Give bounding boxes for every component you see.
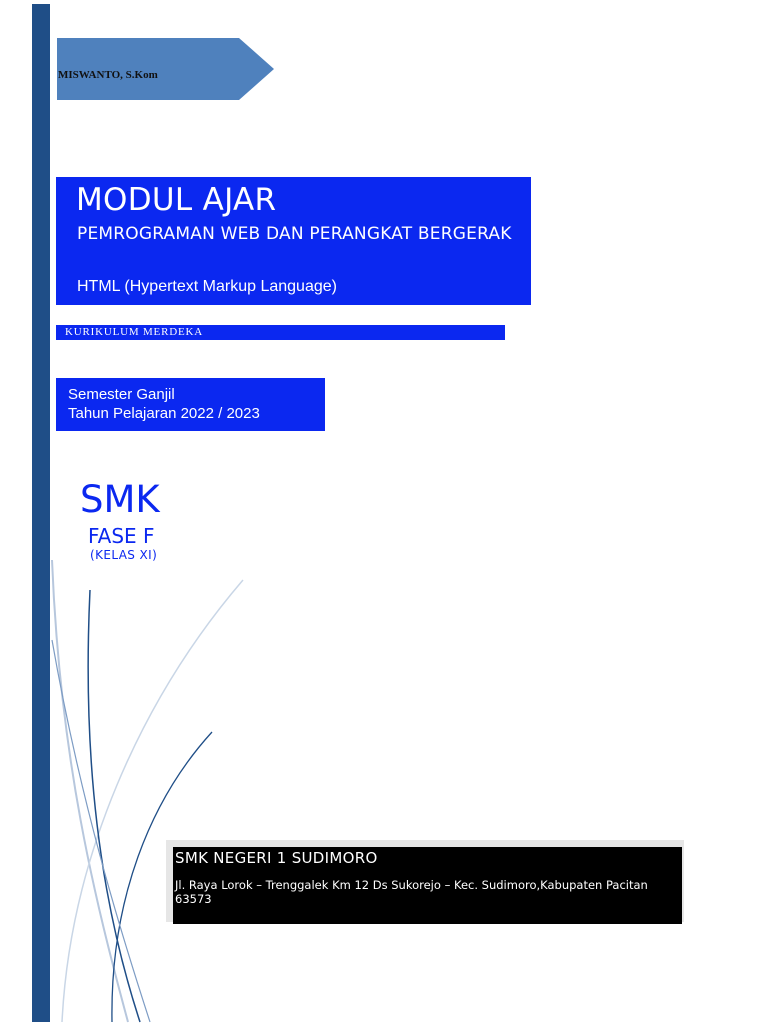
semester-label: Semester Ganjil [68, 386, 175, 403]
school-info-box [173, 847, 682, 924]
curve-dark-1 [88, 590, 140, 1022]
module-title: MODUL AJAR [76, 182, 277, 218]
phase-label: FASE F [88, 524, 155, 548]
school-name: SMK NEGERI 1 SUDIMORO [175, 849, 378, 867]
curve-light-2 [62, 580, 243, 1022]
academic-year-label: Tahun Pelajaran 2022 / 2023 [68, 405, 260, 422]
author-banner [57, 38, 274, 100]
school-address: Jl. Raya Lorok – Trenggalek Km 12 Ds Sukorejo – Kec. Sudimoro,Kabupaten Pacitan 63573 [175, 878, 648, 906]
grade-label: (KELAS XI) [90, 548, 158, 562]
topic-name: HTML (Hypertext Markup Language) [77, 278, 337, 295]
subject-name: PEMROGRAMAN WEB DAN PERANGKAT BERGERAK [77, 224, 512, 244]
curriculum-bar [56, 325, 505, 340]
curve-light-1 [52, 560, 128, 1022]
curriculum-label: KURIKULUM MERDEKA [65, 326, 203, 338]
school-type: SMK [80, 478, 160, 521]
semester-box [56, 378, 325, 431]
author-name: MISWANTO, S.Kom [58, 69, 158, 81]
title-box [56, 177, 531, 305]
